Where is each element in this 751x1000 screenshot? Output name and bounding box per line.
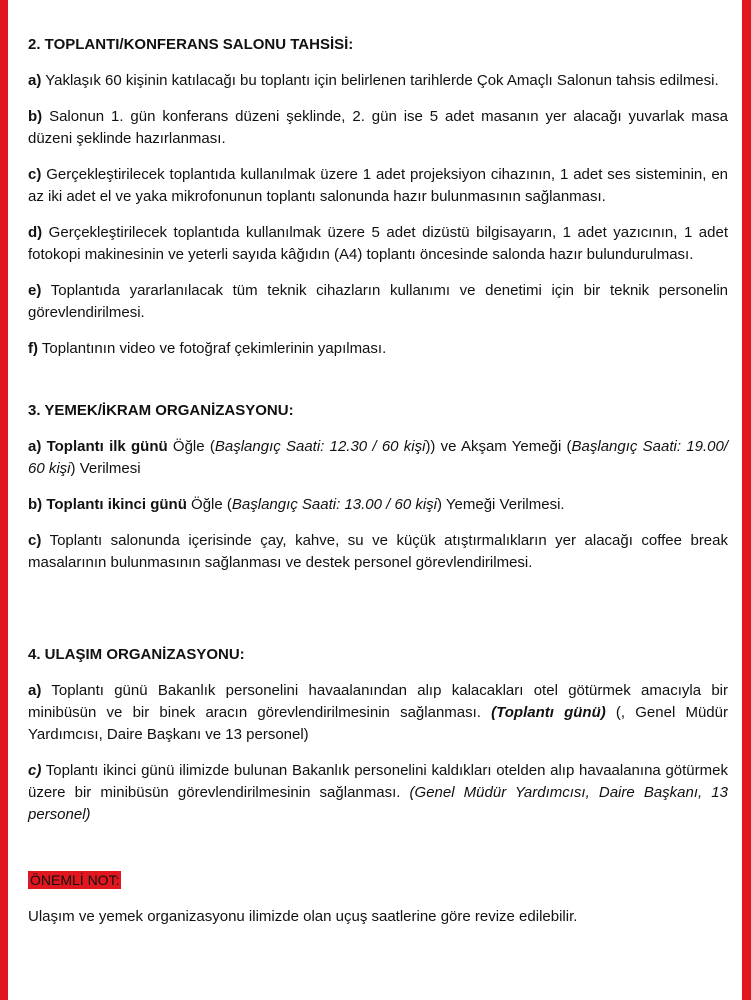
item-text: Toplantı ikinci günü ilimizde bulunan Bakanlık personelini kaldıkları otelden alıp havaalanına götürmek üzere bir minibüsün görevlendirilmesinin sağlanması. — [28, 762, 728, 801]
item-text: ) Yemeği Verilmesi. — [437, 496, 565, 513]
item-label: a) — [28, 682, 42, 699]
section-2-item-d — [28, 222, 728, 266]
important-note-label: ÖNEMLİ NOT: — [30, 872, 120, 888]
item-label: d) — [28, 224, 43, 241]
section-2-item-f — [28, 338, 728, 360]
section-2-item-e — [28, 280, 728, 324]
item-label: c) — [28, 166, 42, 183]
item-label: b) — [28, 108, 43, 125]
item-label: e) — [28, 282, 42, 299]
item-label: c) — [28, 762, 42, 779]
item-text-italic: Başlangıç Saati: 12.30 / 60 kişi — [214, 438, 426, 455]
section-3-item-c — [28, 530, 728, 574]
right-red-border — [742, 0, 751, 1000]
item-label: c) — [28, 532, 42, 549]
item-text: Salonun 1. gün konferans düzeni şeklinde, 2. gün ise 5 adet masanın yer alacağı yuvarlak masa düzeni şeklinde hazırlanması. — [28, 108, 728, 147]
section-3-item-a — [28, 436, 728, 480]
section-2-item-b — [28, 106, 728, 150]
left-red-border — [0, 0, 8, 1000]
section-2-item-c — [28, 164, 728, 208]
item-label: a) — [28, 72, 42, 89]
item-text: Öğle ( — [186, 496, 232, 513]
item-text: Gerçekleştirilecek toplantıda kullanılmak üzere 1 adet projeksiyon cihazının, 1 adet ses sisteminin, en az iki adet el ve yaka mikrofonunun toplantı salonunda hazır bulunmasının sağlanması. — [28, 166, 728, 205]
section-3-heading: 3. YEMEK/İKRAM ORGANİZASYONU: — [28, 402, 294, 419]
section-4-heading: 4. ULAŞIM ORGANİZASYONU: — [28, 646, 245, 663]
item-text: (, Genel Müdür Yardımcısı, Daire Başkanı ve 13 personel) — [28, 704, 728, 743]
item-text: ) Verilmesi — [70, 460, 141, 477]
item-label: a) Toplantı ilk günü — [28, 438, 168, 455]
item-label: f) — [28, 340, 38, 357]
document-page — [28, 34, 728, 928]
section-4-item-a — [28, 680, 728, 746]
item-text-italic: Başlangıç Saati: 13.00 / 60 kişi — [231, 496, 438, 513]
item-text-italic: Başlangıç Saati: 19.00/ 60 kişi — [28, 438, 728, 477]
section-2-item-a — [28, 70, 728, 92]
section-4-item-c — [28, 760, 728, 826]
notice-text: Ulaşım ve yemek organizasyonu ilimizde olan uçuş saatlerine göre revize edilebilir. — [28, 908, 578, 925]
notice-row — [28, 870, 728, 892]
item-text: )) ve Akşam Yemeği ( — [425, 438, 572, 455]
section-3-item-b — [28, 494, 728, 516]
item-text: Gerçekleştirilecek toplantıda kullanılmak üzere 5 adet dizüstü bilgisayarın, 1 adet yazıcının, 1 adet fotokopi makinesinin ve yeterli sayıda kâğıdın (A4) toplantı öncesinde salonda hazır bulundurulması. — [28, 224, 728, 263]
item-text: Toplantı salonunda içerisinde çay, kahve, su ve küçük atıştırmalıkların yer alacağı coffee break masalarının bulunmasının sağlanması ve destek personel görevlendirilmesi. — [28, 532, 728, 571]
section-2-heading: 2. TOPLANTI/KONFERANS SALONU TAHSİSİ: — [28, 36, 354, 53]
item-text: Toplantı günü Bakanlık personelini havaalanından alıp kalacakları otel götürmek amacıyla bir minibüsün ve bir binek aracın görevlendirilmesinin sağlanması. — [28, 682, 728, 721]
item-text-italic: (Genel Müdür Yardımcısı, Daire Başkanı, 13 personel) — [28, 784, 728, 823]
item-label: b) Toplantı ikinci günü — [28, 496, 187, 513]
item-text: Öğle ( — [167, 438, 215, 455]
item-text: Yaklaşık 60 kişinin katılacağı bu toplantı için belirlenen tarihlerde Çok Amaçlı Salonun tahsis edilmesi. — [41, 72, 719, 89]
item-text: Toplantının video ve fotoğraf çekimlerinin yapılması. — [38, 340, 387, 357]
item-text-bold-italic: (Toplantı günü) — [491, 704, 606, 721]
item-text: Toplantıda yararlanılacak tüm teknik cihazların kullanımı ve denetimi için bir teknik personelin görevlendirilmesi. — [28, 282, 728, 321]
